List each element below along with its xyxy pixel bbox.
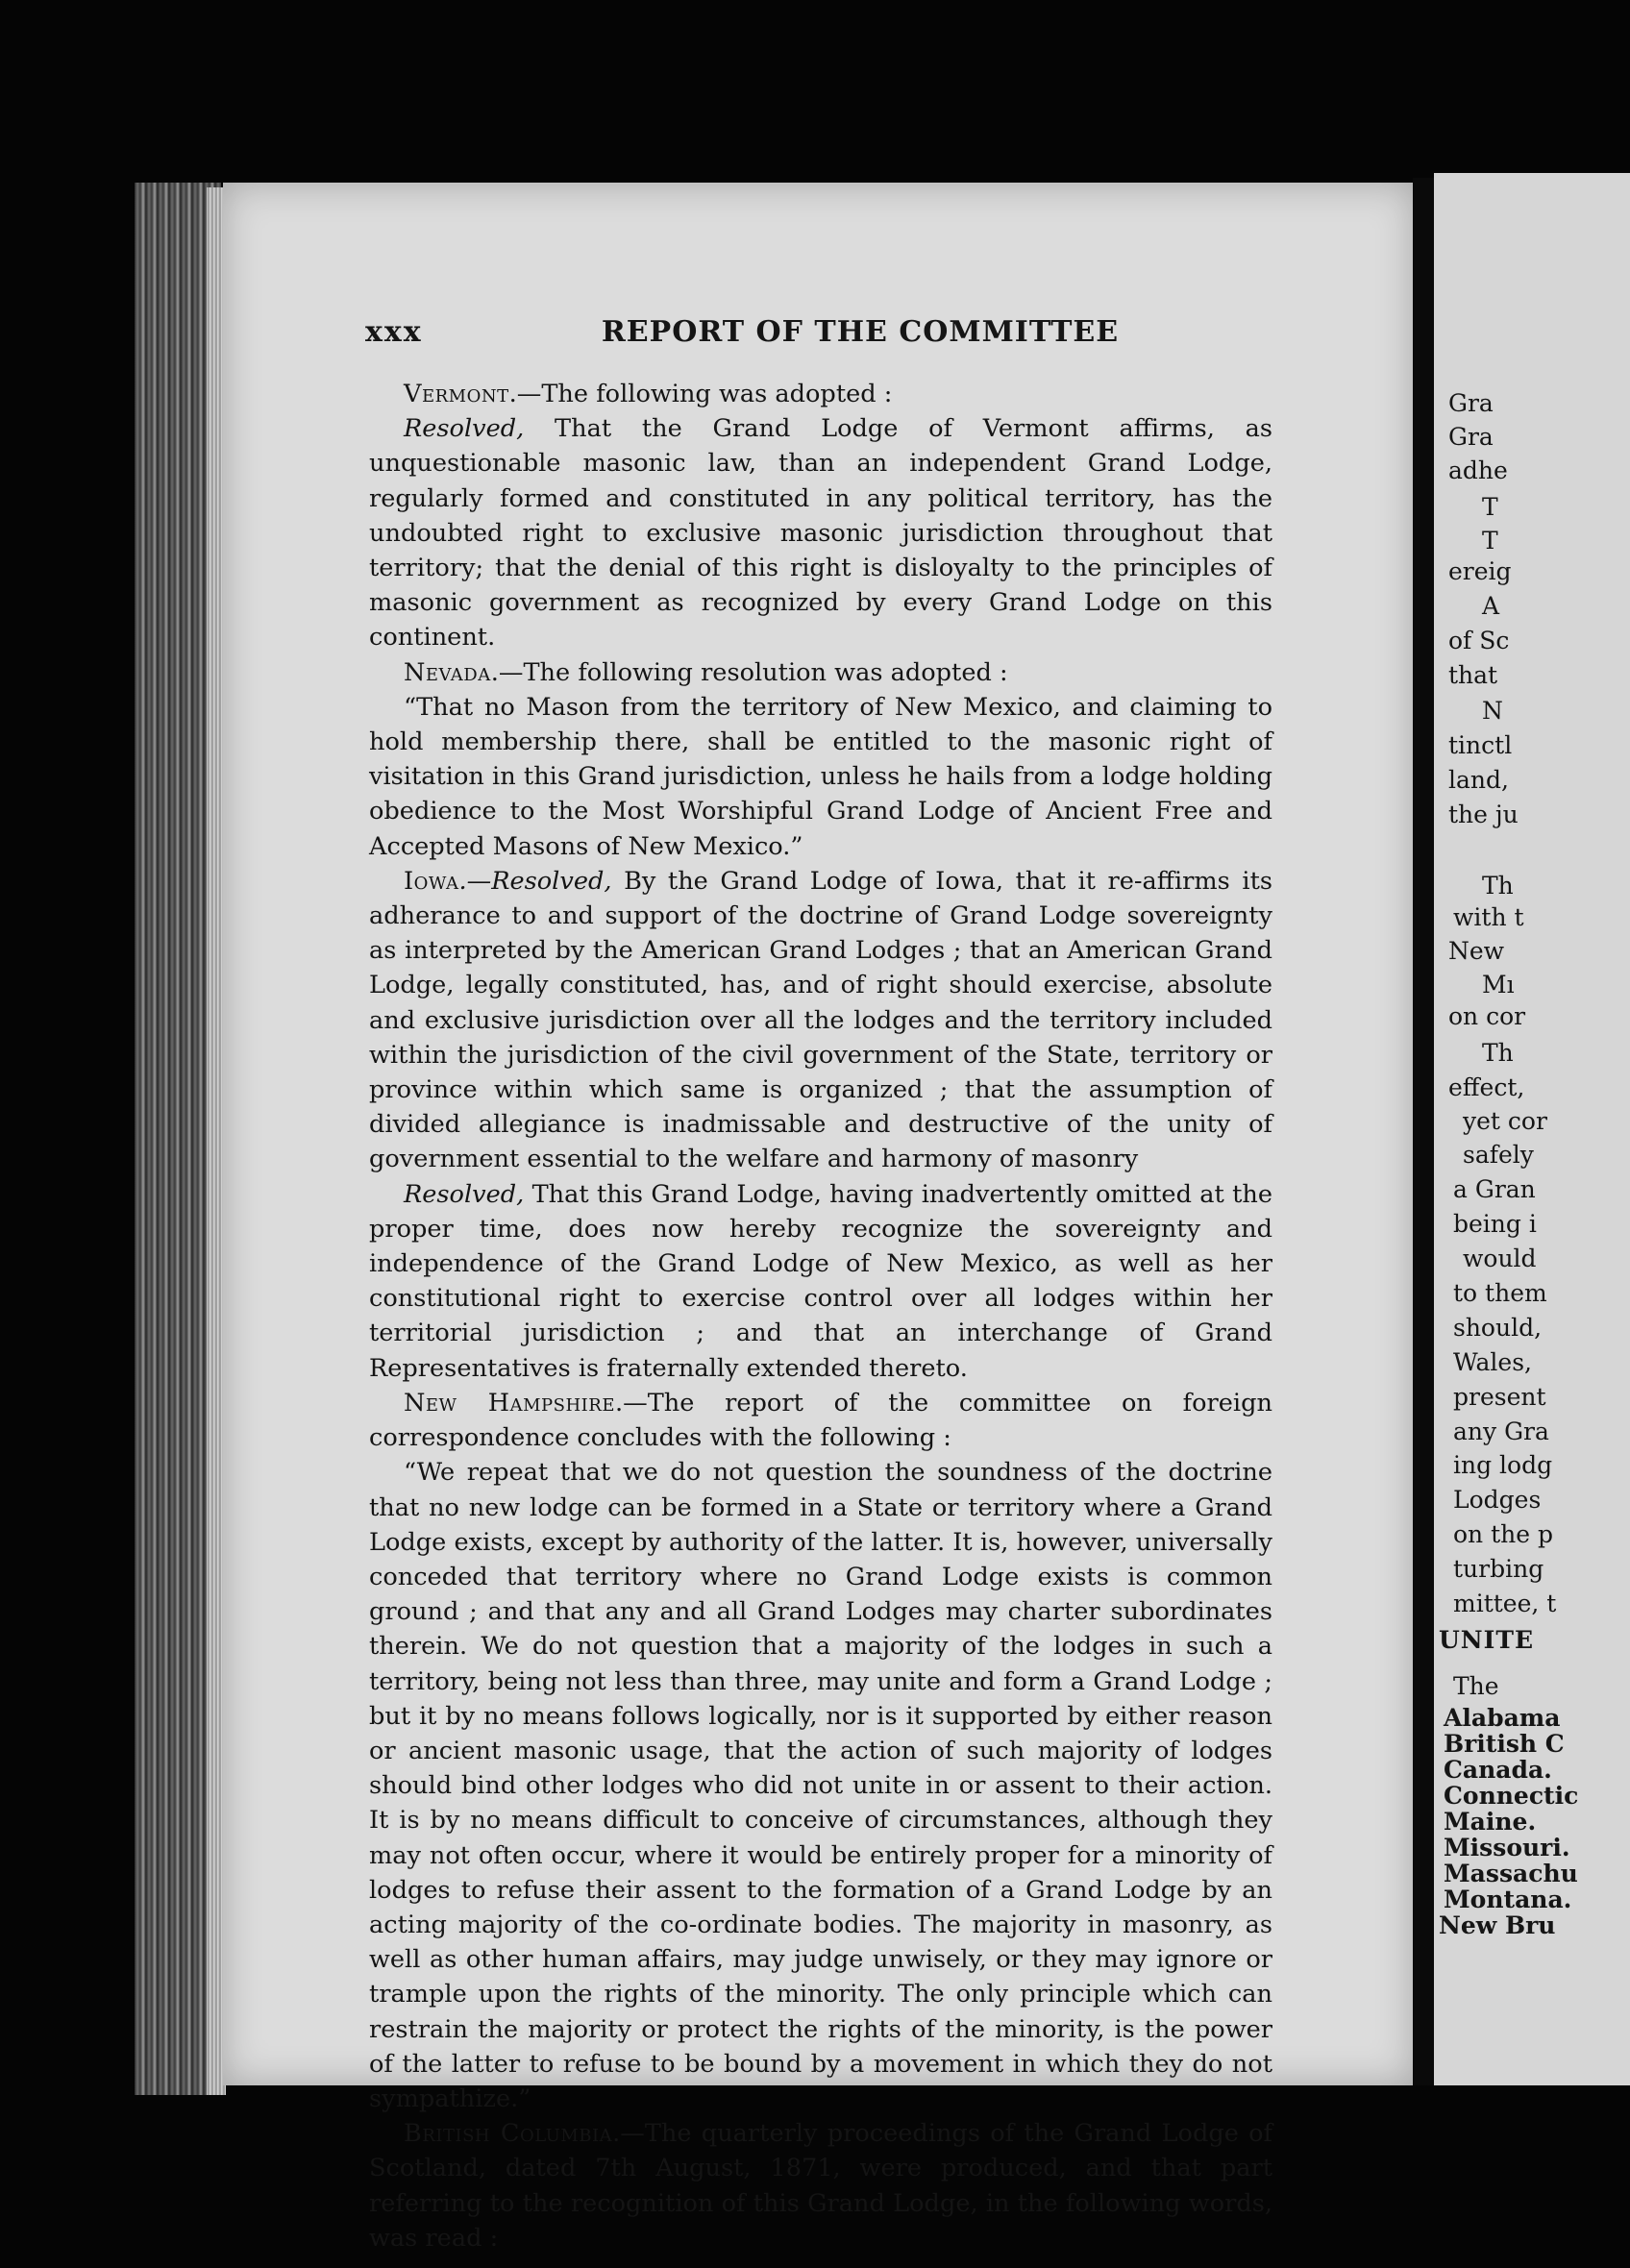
right-page-line: Lodges	[1453, 1486, 1542, 1514]
paragraph-vermont-resolution: Resolved, That the Grand Lodge of Vermont affirms, as unquestionable masonic law, than an independent Grand Lodge, regularly formed and constituted in any political territory, has the undoubted right to exclusive masonic jurisdiction throughout that territory; that the denial of this right is disloyalty to the principles of masonic government as recognized by every Grand Lodge on this continent.	[369, 414, 1272, 653]
right-page-list-item: New Bru	[1439, 1911, 1556, 1939]
running-head-title: REPORT OF THE COMMITTEE	[601, 315, 1120, 349]
right-page-line: Mı	[1482, 971, 1515, 998]
paragraph-vermont: Vermont.—The following was adopted :	[404, 380, 893, 408]
right-page-list-item: Montana.	[1444, 1886, 1572, 1913]
page-number: xxx	[365, 315, 423, 349]
right-page-line: on the p	[1453, 1520, 1553, 1548]
section-lead-vermont: Vermont	[404, 380, 509, 408]
right-page-line: should,	[1453, 1314, 1543, 1342]
right-page-line: present	[1453, 1383, 1546, 1411]
right-page-line: Gra	[1448, 389, 1494, 417]
right-page-text	[1434, 173, 1630, 2085]
right-page-line: with t	[1453, 903, 1524, 931]
right-page-line: mittee, t	[1453, 1590, 1557, 1617]
right-page-line: to them	[1453, 1279, 1547, 1307]
section-lead-british-columbia: British Columbia	[404, 2119, 613, 2149]
paragraph-nevada: Nevada.—The following resolution was adopted :	[404, 657, 1008, 687]
right-page-line: on cor	[1448, 1002, 1526, 1030]
right-page-line: The	[1453, 1672, 1499, 1700]
right-page-line: New	[1448, 937, 1505, 965]
right-page-line: Gra	[1448, 423, 1494, 451]
right-page-heading: UNITE	[1439, 1626, 1535, 1654]
right-page-line: that	[1448, 661, 1498, 689]
right-page-line: Wales,	[1453, 1348, 1532, 1376]
right-page-line: Th	[1482, 1039, 1514, 1067]
right-page-list-item: Missouri.	[1444, 1834, 1570, 1861]
section-lead-new-hampshire: New Hampshire	[404, 1388, 615, 1418]
right-page-line: land,	[1448, 766, 1509, 794]
right-page-line: turbing	[1453, 1555, 1544, 1583]
right-page-line: of Sc	[1448, 627, 1510, 654]
right-page-list-item: Massachu	[1444, 1860, 1578, 1887]
paragraph-nevada-quote: “That no Mason from the territory of New Mexico, and claiming to hold membership there, shall be entitled to the masonic right of visitation in this Grand jurisdiction, unless he hails from a lodge holding obedience to the Most Worshipful Grand Lodge of Ancient Free and Accepted Masons of New Mexico.”	[369, 692, 1272, 861]
right-page-line: adhe	[1448, 456, 1508, 484]
right-page-line: would	[1463, 1245, 1537, 1272]
right-page-line: being i	[1453, 1210, 1537, 1238]
paragraph-british-columbia: British Columbia.—The quarterly proceedings of the Grand Lodge of Scotland, dated 7th August, 1871, were produced, and that part referring to the recognition of this Grand Lodge, in the following words, was read :	[369, 2119, 1273, 2253]
right-page-line: T	[1482, 493, 1498, 521]
paragraph-new-hampshire: New Hampshire.—The report of the committee on foreign correspondence concludes with the following :	[369, 1388, 1272, 1453]
right-page-line: effect,	[1448, 1073, 1525, 1101]
right-page-line: tinctl	[1448, 731, 1513, 759]
right-page-line: N	[1482, 697, 1503, 725]
right-page-list-item: Alabama	[1444, 1704, 1561, 1732]
right-page-line: ereig	[1448, 557, 1512, 585]
book-gutter	[1413, 178, 1434, 2085]
section-lead-nevada: Nevada	[404, 657, 491, 687]
right-page-line: safely	[1463, 1141, 1534, 1169]
right-page-line: T	[1482, 527, 1498, 555]
body-text	[369, 377, 1272, 2256]
right-page-fragment	[1434, 173, 1630, 2085]
paragraph-iowa-resolution: Resolved, That this Grand Lodge, having inadvertently omitted at the proper time, does now hereby recognize the sovereignty and independence of the Grand Lodge of New Mexico, as well as her constitutional right to exercise control over all lodges within her territorial jurisdiction ; and that an interchange of Grand Representatives is fraternally extended thereto.	[369, 1179, 1272, 1383]
right-page-line: A	[1482, 592, 1500, 620]
right-page-line: Th	[1482, 872, 1514, 900]
right-page-list-item: Maine.	[1444, 1808, 1537, 1836]
running-head	[365, 315, 1278, 363]
right-page-list-item: Connectic	[1444, 1782, 1579, 1810]
paragraph-iowa: Iowa.—Resolved, By the Grand Lodge of Iowa, that it re-affirms its adherance to and support of the doctrine of Grand Lodge sovereignty as interpreted by the American Grand Lodges ; that an American Grand Lodge, legally constituted, has, and of right should exercise, absolute and exclusive jurisdiction over all the lodges and the territory included within the jurisdiction of the civil government of the State, territory or province within which same is organized ; that the assumption of divided allegiance is inadmissable and destructive of the unity of government essential to the welfare and harmony of masonry	[369, 866, 1272, 1174]
right-page-line: any Gra	[1453, 1418, 1549, 1445]
left-page	[223, 183, 1415, 2253]
right-page-line: yet cor	[1463, 1107, 1547, 1135]
right-page-line: a Gran	[1453, 1175, 1536, 1203]
right-page-list-item: British C	[1444, 1730, 1565, 1758]
paragraph-new-hampshire-quote: “We repeat that we do not question the soundness of the doctrine that no new lodge can be formed in a State or territory where a Grand Lodge exists, except by authority of the latter. It is, however, universally conceded that territory where no Grand Lodge exists is common ground ; and that any and all Grand Lodges may charter subordinates therein. We do not question that a majority of the lodges in such a territory, being not less than three, may unite and form a Grand Lodge ; but it by no means follows logically, nor is it supported by either reason or ancient masonic usage, that the action of such majority of lodges should bind other lodges who did not unite in or assent to their action. It is by no means difficult to conceive of circumstances, although they may not often occur, where it would be entirely proper for a minority of lodges to refuse their assent to the formation of a Grand Lodge by an acting majority of the co-ordinate bodies. The majority in masonry, as well as other human affairs, may judge unwisely, or they may ignore or trample upon the rights of the minority. The only principle which can restrain the majority or protect the rights of the minority, is the power of the latter to refuse to be bound by a movement in which they do not sympathize.”	[369, 1458, 1272, 2113]
right-page-line: the ju	[1448, 801, 1519, 828]
right-page-list-item: Canada.	[1444, 1756, 1552, 1784]
right-page-line: ing lodg	[1453, 1451, 1553, 1479]
section-lead-iowa: Iowa	[404, 866, 459, 896]
